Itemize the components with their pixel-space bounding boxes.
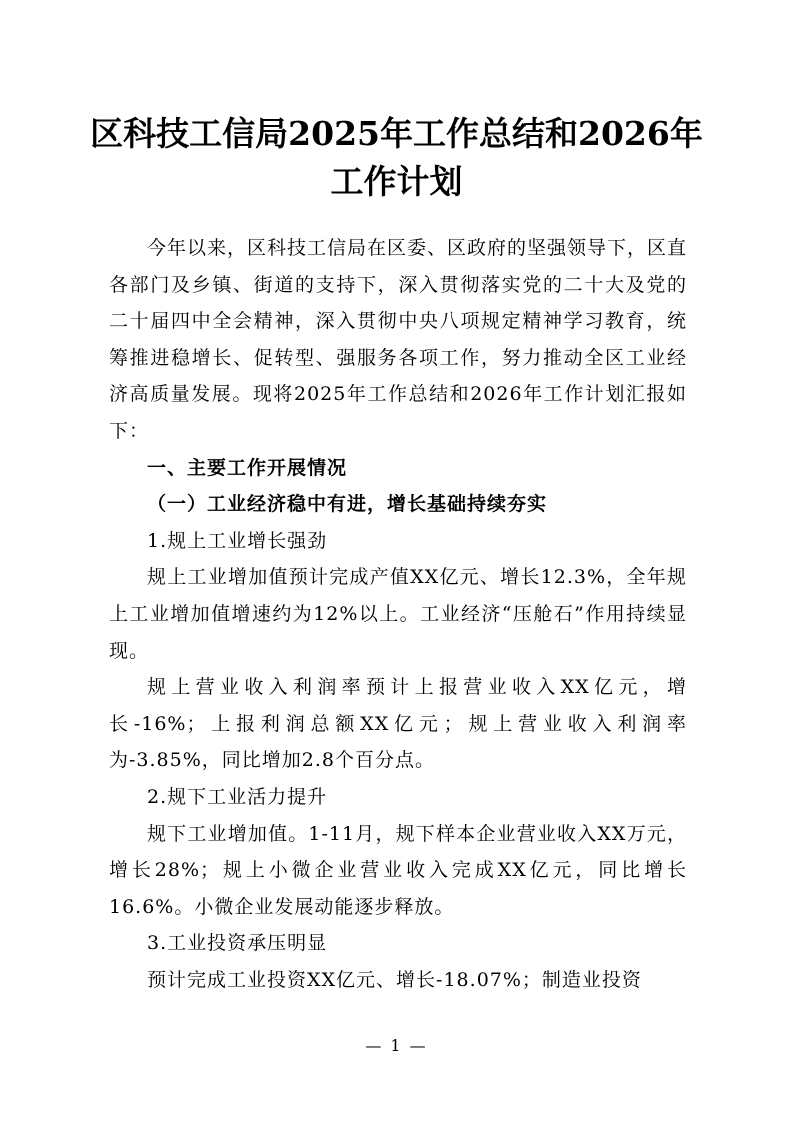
item2-paragraph-1: 规下工业增加值。1-11月，规下样本企业营业收入XX万元，增长28%；规上小微企业营业收入完成XX亿元，同比增长16.6%。小微企业发展动能逐步释放。	[109, 822, 687, 918]
item3-paragraph-1: 预计完成工业投资XX亿元、增长-18.07%；制造业投资	[147, 968, 642, 991]
item1-paragraph-1: 规上工业增加值预计完成产值XX亿元、增长12.3%，全年规上工业增加值增速约为12%以上。工业经济“压舱石”作用持续显现。	[109, 566, 687, 662]
document-body	[109, 230, 687, 998]
item-heading-3: 3.工业投资承压明显	[147, 932, 328, 955]
item-heading-2: 2.规下工业活力提升	[147, 785, 328, 808]
subsection-heading-1: （一）工业经济稳中有进，增长基础持续夯实	[147, 493, 548, 516]
item1-paragraph-2: 规上营业收入利润率预计上报营业收入XX亿元，增长-16%；上报利润总额XX亿元；规上营业收入利润率为-3.85%，同比增加2.8个百分点。	[109, 676, 687, 772]
intro-paragraph: 今年以来，区科技工信局在区委、区政府的坚强领导下，区直各部门及乡镇、街道的支持下，深入贯彻落实党的二十大及党的二十届四中全会精神，深入贯彻中央八项规定精神学习教育，统筹推进稳增长、促转型、强服务各项工作，努力推动全区工业经济高质量发展。现将2025年工作总结和2026年工作计划汇报如下：	[109, 237, 688, 442]
page-number: — 1 —	[365, 1036, 428, 1055]
section-heading-1: 一、主要工作开展情况	[147, 456, 348, 479]
item-heading-1: 1.规上工业增长强劲	[147, 529, 328, 552]
document-title-line-1: 区科技工信局2025年工作总结和2026年	[90, 114, 703, 153]
document-title-line-2: 工作计划	[330, 162, 463, 201]
